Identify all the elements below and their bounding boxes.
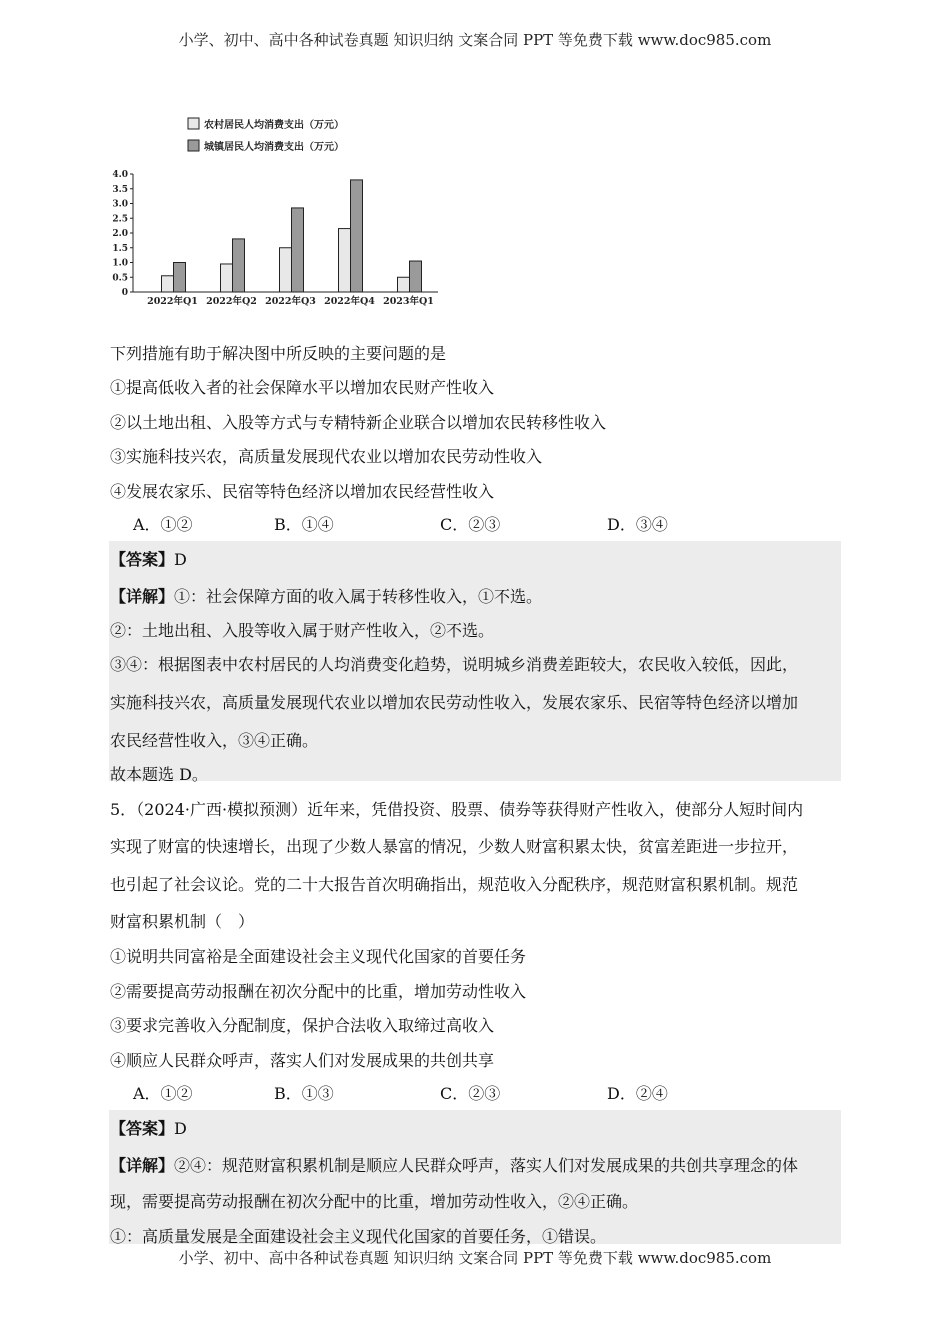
- q4-detail-label: 【详解】: [110, 587, 175, 606]
- q5-option-c: C．②③: [440, 1084, 501, 1103]
- q5-stem-4: 财富积累机制（ ）: [110, 912, 255, 931]
- y-tick-label: 2.0: [112, 229, 128, 239]
- q4-option-c: C．②③: [440, 515, 501, 534]
- q4-stem: 下列措施有助于解决图中所反映的主要问题的是: [110, 344, 447, 363]
- x-tick-label: 2022年Q3: [265, 296, 316, 307]
- bar: [162, 276, 174, 292]
- q5-option-a: A．①②: [133, 1084, 193, 1103]
- legend-swatch: [188, 140, 199, 151]
- q4-detail-5: 农民经营性收入，③④正确。: [110, 731, 319, 750]
- y-tick-label: 1.0: [112, 258, 128, 269]
- q4-answer: [110, 547, 187, 570]
- q5-answer-label: 【答案】: [110, 1119, 175, 1138]
- q4-option-a: A．①②: [133, 515, 193, 534]
- q5-detail-1-text: ②④：规范财富积累机制是顺应人民群众呼声，落实人们对发展成果的共创共享理念的体: [174, 1156, 799, 1175]
- y-tick-label: 0.5: [112, 273, 128, 284]
- q4-detail-4: 实施科技兴农，高质量发展现代农业以增加农民劳动性收入，发展农家乐、民宿等特色经济以增加: [110, 693, 799, 712]
- bar: [351, 180, 363, 292]
- q4-options: [133, 512, 833, 534]
- q5-detail-3: ①：高质量发展是全面建设社会主义现代化国家的首要任务，①错误。: [110, 1227, 607, 1246]
- y-tick-label: 4.0: [112, 170, 128, 180]
- legend-label: 农村居民人均消费支出（万元）: [204, 120, 344, 131]
- y-tick-label: 3.5: [112, 184, 128, 195]
- bar: [292, 208, 304, 292]
- y-tick-label: 3.0: [112, 199, 128, 210]
- bar: [221, 264, 233, 292]
- bar: [339, 229, 351, 292]
- q4-answer-value: D: [174, 550, 187, 569]
- q4-detail-2: ②：土地出租、入股等收入属于财产性收入，②不选。: [110, 621, 495, 640]
- q5-answer-value: D: [174, 1119, 187, 1138]
- q4-option-d: D．③④: [607, 515, 668, 534]
- q5-stem-3: 也引起了社会议论。党的二十大报告首次明确指出，规范收入分配秩序，规范财富积累机制。规范: [110, 875, 799, 894]
- page-header: 小学、初中、高中各种试卷真题 知识归纳 文案合同 PPT 等免费下载 www.doc985.com: [178, 31, 772, 49]
- q5-detail-2: 现，需要提高劳动报酬在初次分配中的比重，增加劳动性收入，②④正确。: [110, 1192, 639, 1211]
- q4-option-b: B．①④: [274, 515, 334, 534]
- y-tick-label: 0: [121, 288, 128, 298]
- bar: [233, 239, 245, 292]
- x-tick-label: 2023年Q1: [383, 296, 434, 307]
- page-footer: 小学、初中、高中各种试卷真题 知识归纳 文案合同 PPT 等免费下载 www.doc985.com: [178, 1249, 772, 1267]
- y-tick-label: 2.5: [112, 214, 128, 225]
- x-tick-label: 2022年Q1: [147, 296, 198, 307]
- q5-detail-1: [110, 1153, 798, 1176]
- q4-detail-1: [110, 584, 542, 607]
- q5-item-1: ①说明共同富裕是全面建设社会主义现代化国家的首要任务: [110, 947, 527, 966]
- bar: [174, 263, 186, 293]
- q4-detail-3: ③④：根据图表中农村居民的人均消费变化趋势，说明城乡消费差距较大，农民收入较低，因此，: [110, 655, 799, 674]
- q5-detail-label: 【详解】: [110, 1156, 175, 1175]
- q4-answer-label: 【答案】: [110, 550, 175, 569]
- bar: [398, 277, 410, 292]
- legend-swatch: [188, 118, 199, 129]
- consumption-bar-chart: [108, 110, 448, 310]
- q4-detail-6: 故本题选 D。: [110, 765, 208, 784]
- x-tick-label: 2022年Q4: [324, 296, 375, 307]
- q4-detail-1-text: ①：社会保障方面的收入属于转移性收入，①不选。: [174, 587, 543, 606]
- q5-answer: [110, 1116, 187, 1139]
- q5-options: [133, 1081, 833, 1103]
- q5-item-4: ④顺应人民群众呼声，落实人们对发展成果的共创共享: [110, 1051, 495, 1070]
- q5-option-d: D．②④: [607, 1084, 668, 1103]
- q5-option-b: B．①③: [274, 1084, 334, 1103]
- q4-item-1: ①提高低收入者的社会保障水平以增加农民财产性收入: [110, 378, 495, 397]
- q4-item-2: ②以土地出租、入股等方式与专精特新企业联合以增加农民转移性收入: [110, 413, 607, 432]
- q5-item-2: ②需要提高劳动报酬在初次分配中的比重，增加劳动性收入: [110, 982, 527, 1001]
- q5-item-3: ③要求完善收入分配制度，保护合法收入取缔过高收入: [110, 1016, 495, 1035]
- legend-label: 城镇居民人均消费支出（万元）: [204, 142, 344, 153]
- q4-item-3: ③实施科技兴农，高质量发展现代农业以增加农民劳动性收入: [110, 447, 543, 466]
- q4-item-4: ④发展农家乐、民宿等特色经济以增加农民经营性收入: [110, 482, 495, 501]
- y-tick-label: 1.5: [112, 243, 128, 254]
- bar: [280, 248, 292, 292]
- x-tick-label: 2022年Q2: [206, 296, 257, 307]
- bar: [410, 261, 422, 292]
- q5-stem-1: 5．（2024·广西·模拟预测）近年来，凭借投资、股票、债券等获得财产性收入，使部分人短时间内: [110, 800, 804, 819]
- q5-stem-2: 实现了财富的快速增长，出现了少数人暴富的情况，少数人财富积累太快，贫富差距进一步拉开，: [110, 837, 799, 856]
